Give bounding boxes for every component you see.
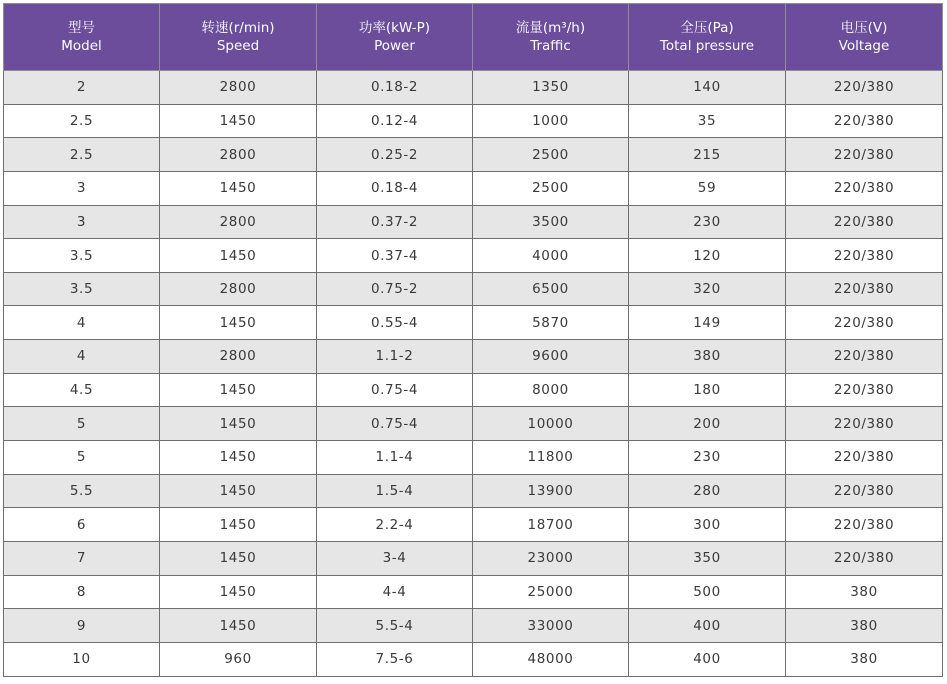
voltage-cell: 220/380 [786,171,943,205]
speed-cell: 2800 [160,138,317,172]
traffic-cell: 2500 [473,171,629,205]
model-cell: 4 [4,340,160,374]
header-speed [160,4,317,71]
traffic-cell: 48000 [473,642,629,676]
total-pressure-cell: 149 [629,306,786,340]
header-speed-en: Speed [216,38,260,54]
total-pressure-cell: 400 [629,609,786,643]
power-cell: 0.25-2 [317,138,473,172]
model-cell: 2.5 [4,104,160,138]
table-row [4,575,943,609]
speed-cell: 2800 [160,71,317,105]
table-row [4,306,943,340]
power-cell: 0.12-4 [317,104,473,138]
model-cell: 3.5 [4,239,160,273]
header-model-en: Model [61,38,102,54]
model-cell: 5 [4,441,160,475]
speed-cell: 2800 [160,205,317,239]
traffic-cell: 6500 [473,272,629,306]
voltage-cell: 220/380 [786,508,943,542]
speed-cell: 1450 [160,104,317,138]
header-model [4,4,160,71]
table-row [4,541,943,575]
power-cell: 0.37-2 [317,205,473,239]
total-pressure-cell: 400 [629,642,786,676]
total-pressure-cell: 120 [629,239,786,273]
total-pressure-cell: 180 [629,373,786,407]
table-row [4,340,943,374]
speed-cell: 1450 [160,541,317,575]
model-cell: 7 [4,541,160,575]
power-cell: 0.75-4 [317,373,473,407]
voltage-cell: 220/380 [786,138,943,172]
speed-cell: 1450 [160,239,317,273]
header-power-en: Power [374,38,415,54]
total-pressure-cell: 320 [629,272,786,306]
traffic-cell: 3500 [473,205,629,239]
voltage-cell: 220/380 [786,373,943,407]
speed-cell: 1450 [160,171,317,205]
total-pressure-cell: 350 [629,541,786,575]
voltage-cell: 220/380 [786,407,943,441]
table-row [4,171,943,205]
total-pressure-cell: 35 [629,104,786,138]
total-pressure-cell: 59 [629,171,786,205]
speed-cell: 2800 [160,340,317,374]
power-cell: 1.1-4 [317,441,473,475]
speed-cell: 2800 [160,272,317,306]
model-cell: 10 [4,642,160,676]
table-header [4,4,943,71]
power-cell: 1.5-4 [317,474,473,508]
traffic-cell: 2500 [473,138,629,172]
traffic-cell: 1000 [473,104,629,138]
header-row [4,4,943,71]
traffic-cell: 10000 [473,407,629,441]
table-row [4,239,943,273]
header-power-cn: 功率(kW-P) [358,20,431,36]
speed-cell: 1450 [160,441,317,475]
header-model-cn: 型号 [68,20,95,36]
power-cell: 5.5-4 [317,609,473,643]
header-total-pressure [629,4,786,71]
model-cell: 4 [4,306,160,340]
total-pressure-cell: 380 [629,340,786,374]
header-voltage-cn: 电压(V) [840,20,888,36]
header-traffic [473,4,629,71]
total-pressure-cell: 280 [629,474,786,508]
header-total-pressure-cn: 全压(Pa) [680,20,734,36]
power-cell: 3-4 [317,541,473,575]
table-body [4,71,943,677]
table-row [4,138,943,172]
traffic-cell: 33000 [473,609,629,643]
traffic-cell: 4000 [473,239,629,273]
power-cell: 0.55-4 [317,306,473,340]
traffic-cell: 11800 [473,441,629,475]
total-pressure-cell: 200 [629,407,786,441]
voltage-cell: 220/380 [786,474,943,508]
voltage-cell: 380 [786,642,943,676]
voltage-cell: 220/380 [786,104,943,138]
table-row [4,373,943,407]
power-cell: 0.37-4 [317,239,473,273]
power-cell: 0.75-4 [317,407,473,441]
table-row [4,609,943,643]
model-cell: 5.5 [4,474,160,508]
traffic-cell: 25000 [473,575,629,609]
voltage-cell: 380 [786,609,943,643]
voltage-cell: 220/380 [786,71,943,105]
model-cell: 3 [4,171,160,205]
header-total-pressure-en: Total pressure [659,38,755,54]
traffic-cell: 23000 [473,541,629,575]
table-row [4,71,943,105]
header-voltage-en: Voltage [838,38,890,54]
voltage-cell: 380 [786,575,943,609]
total-pressure-cell: 500 [629,575,786,609]
speed-cell: 960 [160,642,317,676]
traffic-cell: 8000 [473,373,629,407]
table-row [4,441,943,475]
model-cell: 8 [4,575,160,609]
power-cell: 7.5-6 [317,642,473,676]
table-row [4,205,943,239]
model-cell: 3.5 [4,272,160,306]
table-row [4,104,943,138]
model-cell: 2 [4,71,160,105]
speed-cell: 1450 [160,306,317,340]
model-cell: 3 [4,205,160,239]
voltage-cell: 220/380 [786,205,943,239]
traffic-cell: 13900 [473,474,629,508]
power-cell: 2.2-4 [317,508,473,542]
table-row [4,407,943,441]
model-cell: 9 [4,609,160,643]
speed-cell: 1450 [160,508,317,542]
model-cell: 4.5 [4,373,160,407]
total-pressure-cell: 230 [629,441,786,475]
table-row [4,474,943,508]
speed-cell: 1450 [160,373,317,407]
total-pressure-cell: 300 [629,508,786,542]
traffic-cell: 9600 [473,340,629,374]
header-voltage [786,4,943,71]
specification-table [3,3,943,677]
voltage-cell: 220/380 [786,239,943,273]
power-cell: 0.75-2 [317,272,473,306]
power-cell: 0.18-4 [317,171,473,205]
total-pressure-cell: 230 [629,205,786,239]
voltage-cell: 220/380 [786,306,943,340]
speed-cell: 1450 [160,474,317,508]
traffic-cell: 5870 [473,306,629,340]
header-traffic-en: Traffic [530,38,571,54]
header-speed-cn: 转速(r/min) [201,20,275,36]
voltage-cell: 220/380 [786,272,943,306]
header-traffic-cn: 流量(m³/h) [515,20,586,36]
speed-cell: 1450 [160,609,317,643]
model-cell: 5 [4,407,160,441]
power-cell: 0.18-2 [317,71,473,105]
table-row [4,272,943,306]
speed-cell: 1450 [160,407,317,441]
header-power [317,4,473,71]
power-cell: 4-4 [317,575,473,609]
table-row [4,642,943,676]
total-pressure-cell: 215 [629,138,786,172]
model-cell: 6 [4,508,160,542]
traffic-cell: 18700 [473,508,629,542]
voltage-cell: 220/380 [786,441,943,475]
model-cell: 2.5 [4,138,160,172]
voltage-cell: 220/380 [786,541,943,575]
table-row [4,508,943,542]
power-cell: 1.1-2 [317,340,473,374]
total-pressure-cell: 140 [629,71,786,105]
voltage-cell: 220/380 [786,340,943,374]
speed-cell: 1450 [160,575,317,609]
traffic-cell: 1350 [473,71,629,105]
